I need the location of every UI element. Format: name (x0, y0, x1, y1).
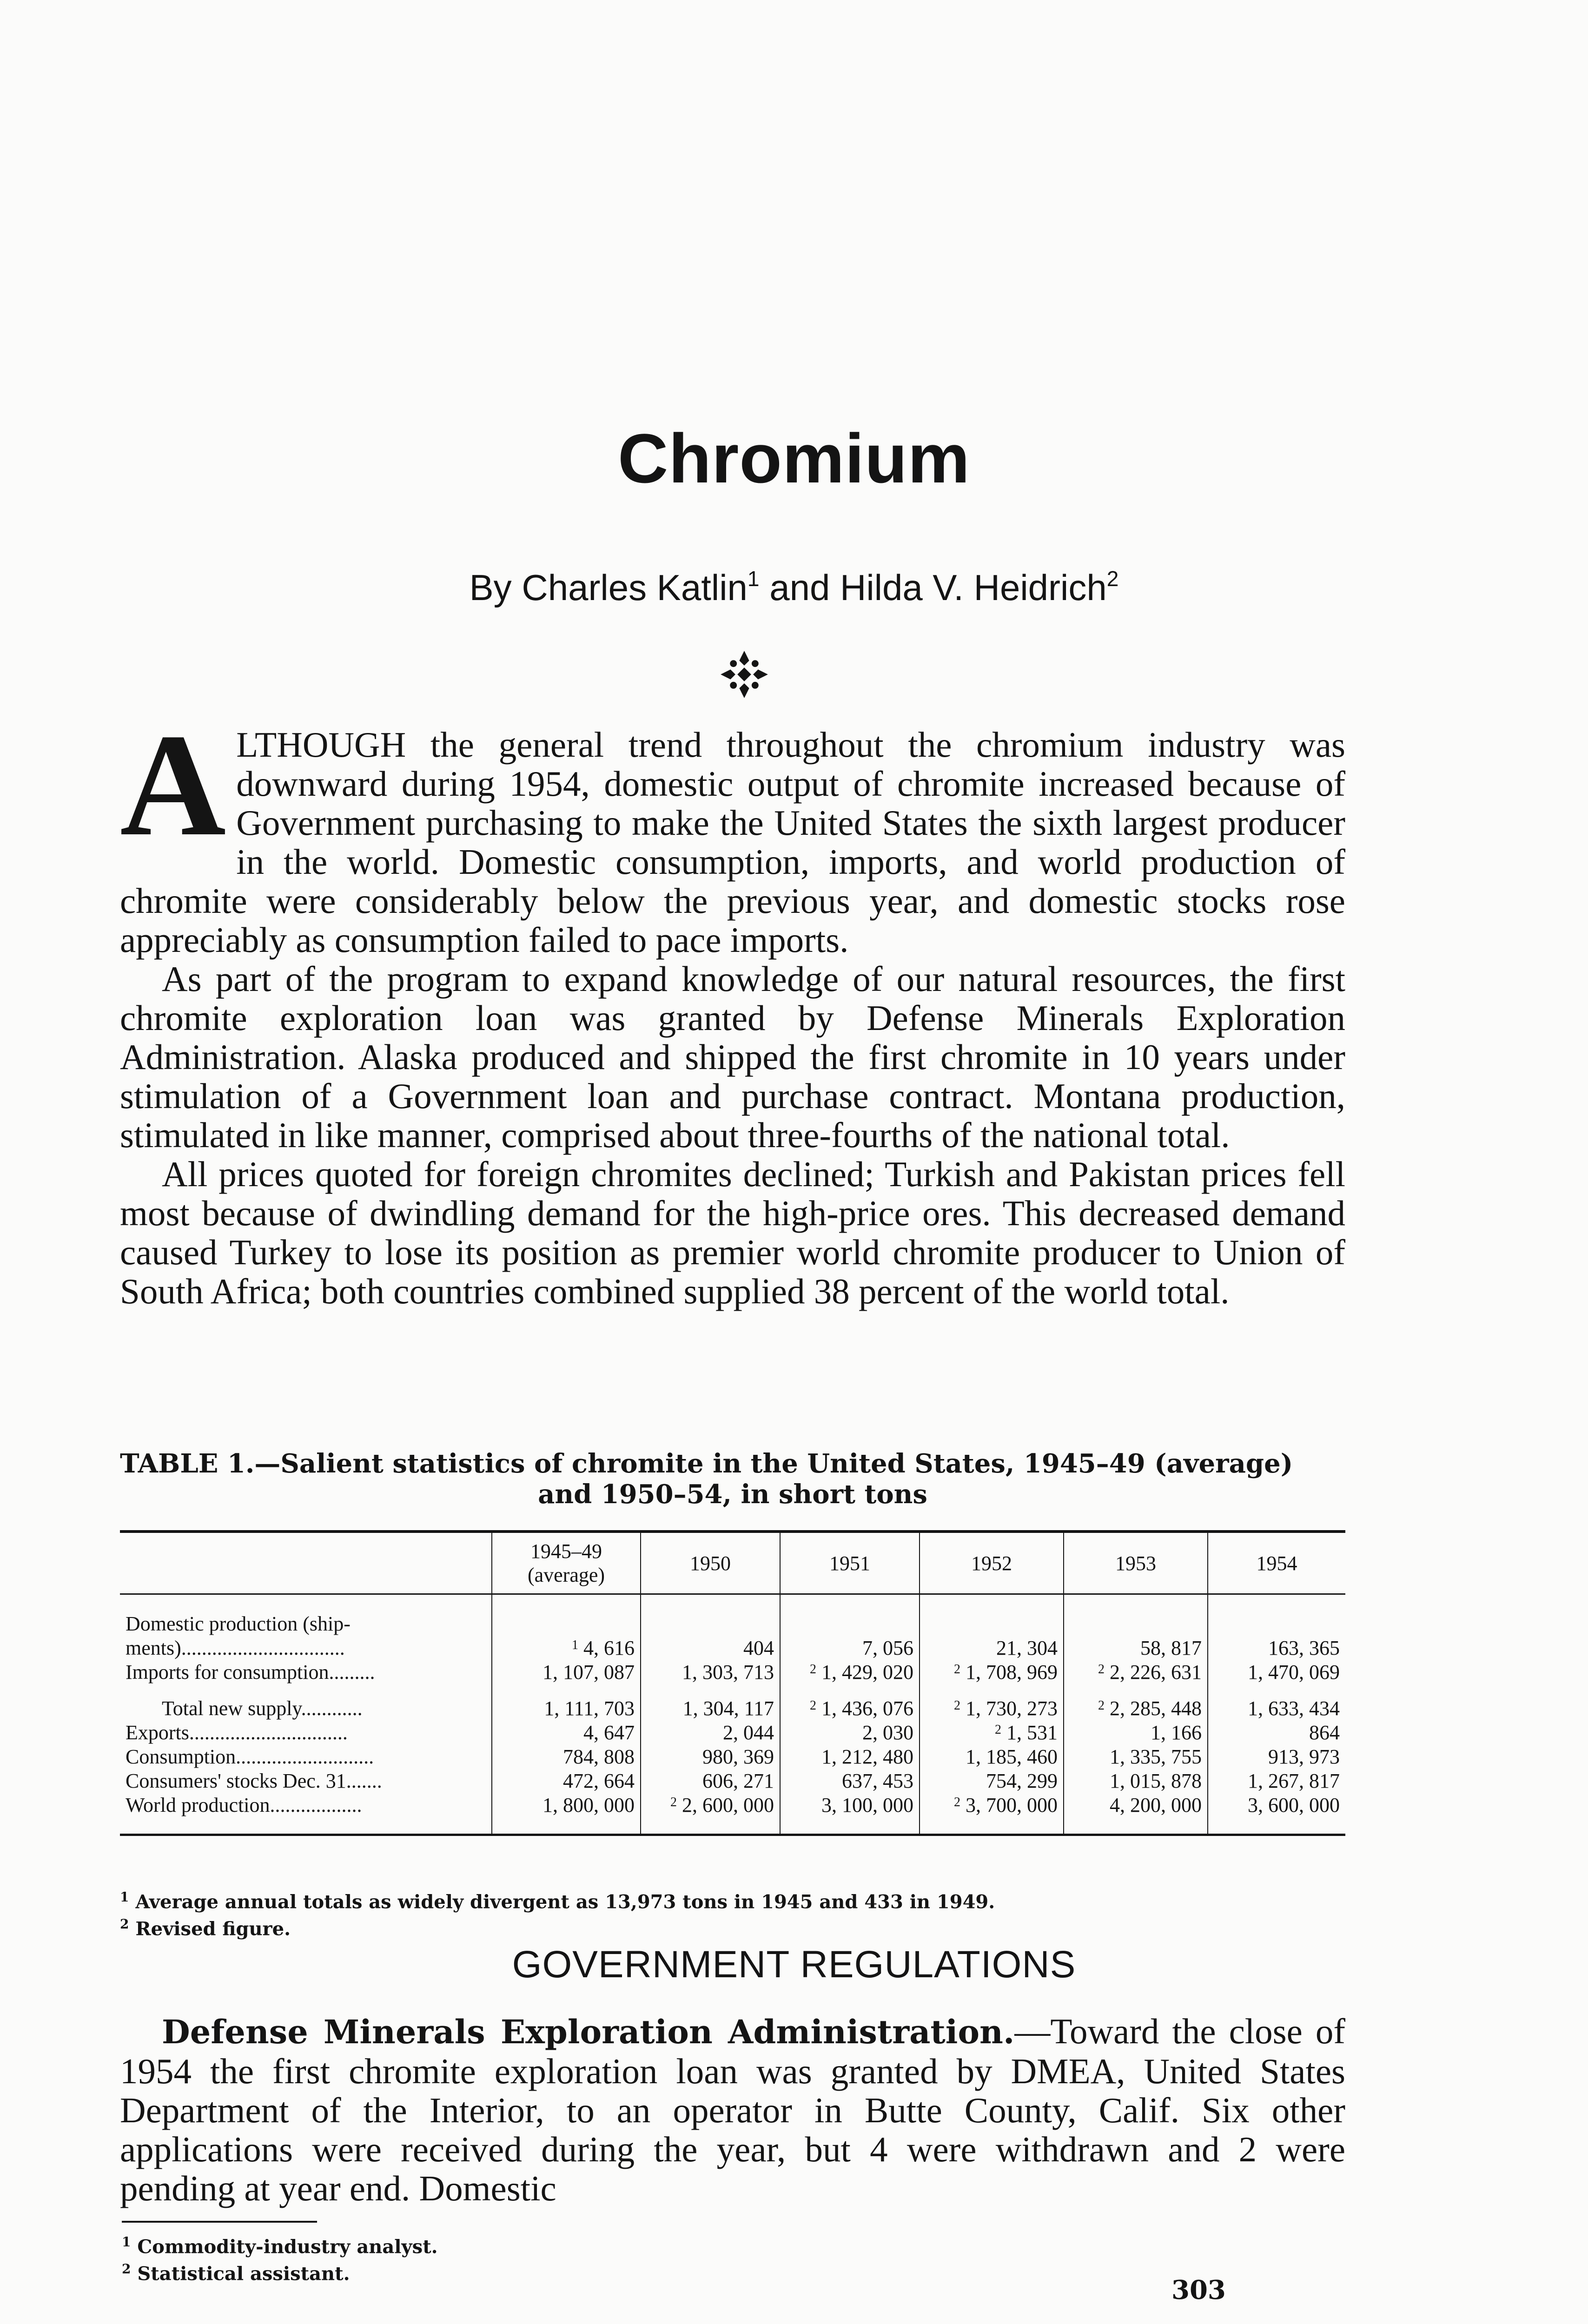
column-header: (average) (527, 1564, 605, 1586)
table-cell (780, 1660, 920, 1684)
table-cell (1064, 1696, 1208, 1720)
table-cell (641, 1793, 780, 1817)
row-label-text: World production (126, 1793, 270, 1816)
table-caption-line: and 1950–54, in short tons (538, 1479, 927, 1510)
cell-value: 2, 226, 631 (1110, 1660, 1202, 1684)
footnote-mark: 2 (954, 1795, 960, 1809)
table-row (120, 1793, 1345, 1817)
table-cell: 163, 365 (1208, 1636, 1345, 1660)
table-cell: 637, 453 (780, 1769, 920, 1793)
intro-paragraph (120, 704, 1345, 960)
cell-value: 4, 616 (583, 1636, 635, 1659)
table-cell: 1, 107, 087 (492, 1660, 641, 1684)
row-label (120, 1696, 492, 1720)
footnote-mark: 2 (122, 2261, 131, 2277)
table-note-text: Average annual totals as widely divergent as 13,973 tons in 1945 and 433 in 1949. (135, 1891, 995, 1913)
table-header-cell (492, 1532, 641, 1594)
column-header: 1945–49 (530, 1540, 602, 1563)
run-in-heading: Defense Minerals Exploration Administration. (162, 2013, 1015, 2051)
footnote (122, 2258, 773, 2285)
dot-leader: ......... (329, 1660, 375, 1684)
table-cell (920, 1720, 1064, 1744)
table-cell: 606, 271 (641, 1769, 780, 1793)
table-row (120, 1720, 1345, 1744)
row-label (120, 1660, 492, 1684)
table-cell: 1, 015, 878 (1064, 1769, 1208, 1793)
table-cell (780, 1696, 920, 1720)
body-paragraph (120, 2012, 1345, 2208)
table-spacer-row (120, 1684, 1345, 1696)
footnote (122, 2231, 773, 2258)
table-cell: 7, 056 (780, 1636, 920, 1660)
page-title: Chromium (618, 419, 970, 497)
table-cell: 1, 800, 000 (492, 1793, 641, 1817)
column-header: 1951 (780, 1532, 920, 1594)
table-cell (920, 1793, 1064, 1817)
table-cell: 980, 369 (641, 1744, 780, 1769)
table-cell: 1, 267, 817 (1208, 1769, 1345, 1793)
table-cell: 2, 030 (780, 1720, 920, 1744)
row-label-text: Consumers' stocks Dec. 31 (126, 1769, 346, 1792)
footnote-text: Statistical assistant. (137, 2263, 350, 2285)
table-caption (120, 1448, 1345, 1510)
table-cell (1064, 1660, 1208, 1684)
table-header-row (120, 1532, 1345, 1594)
table-cell: 4, 200, 000 (1064, 1793, 1208, 1817)
table-cell: 404 (641, 1636, 780, 1660)
footnote-mark: 2 (1098, 1662, 1105, 1677)
table-cell (920, 1660, 1064, 1684)
footnote-text: Commodity-industry analyst. (137, 2236, 438, 2258)
table-caption-line: TABLE 1.—Salient statistics of chromite in the United States, 1945–49 (average) (120, 1448, 1293, 1479)
row-label-text: Exports (126, 1721, 189, 1744)
row-label-text: Imports for consumption (126, 1660, 329, 1684)
byline (0, 566, 1588, 609)
footnote-mark: 2 (1098, 1698, 1105, 1713)
row-label (120, 1636, 492, 1660)
footnote-mark: 1 (122, 2234, 131, 2250)
cell-value: 1, 531 (1006, 1721, 1058, 1744)
table-cell: 2, 044 (641, 1720, 780, 1744)
table-cell (920, 1696, 1064, 1720)
intro-text (120, 704, 1345, 1311)
table-cell: 4, 647 (492, 1720, 641, 1744)
cell-value: 2, 600, 000 (682, 1793, 774, 1816)
footnote-mark: 2 (810, 1698, 816, 1713)
dot-leader: .................. (270, 1793, 362, 1816)
table-row (120, 1744, 1345, 1769)
intro-paragraph-text: LTHOUGH the general trend throughout the chromium industry was downward during 1954, domestic output of chromite increased because of Government purchasing to make the United States the sixth largest producer in the world. Domestic consumption, imports, and world production of chromite were considerably below the previous year, and domestic stocks rose appreciably as consumption failed to pace imports. (120, 725, 1345, 960)
table-cell: 784, 808 (492, 1744, 641, 1769)
table-cell: 864 (1208, 1720, 1345, 1744)
table-cell: 21, 304 (920, 1636, 1064, 1660)
cell-value: 1, 429, 020 (821, 1660, 913, 1684)
table-cell: 1, 111, 703 (492, 1696, 641, 1720)
section-text (120, 2012, 1345, 2208)
page-number: 303 (1171, 2275, 1226, 2305)
dot-leader: ....... (346, 1769, 382, 1792)
table-cell: 472, 664 (492, 1769, 641, 1793)
footnote-mark: 2 (995, 1722, 1001, 1737)
footnote-mark: 1 (572, 1637, 578, 1652)
table-note (120, 1913, 1345, 1940)
table-cell: 3, 100, 000 (780, 1793, 920, 1817)
table-notes (120, 1886, 1345, 1941)
table-cell: 1, 303, 713 (641, 1660, 780, 1684)
decorative-ornament-icon (720, 650, 769, 699)
table-header-cell (120, 1532, 492, 1594)
row-label-text: ments) (126, 1636, 181, 1659)
dot-leader: ............................... (189, 1721, 348, 1744)
byline-and: and (769, 567, 830, 608)
column-header: 1953 (1064, 1532, 1208, 1594)
table-cell: 1, 633, 434 (1208, 1696, 1345, 1720)
table-cell: 1, 212, 480 (780, 1744, 920, 1769)
row-label (120, 1720, 492, 1744)
row-label: Domestic production (ship- (126, 1612, 351, 1635)
cell-value: 3, 700, 000 (966, 1793, 1058, 1816)
table-note (120, 1886, 1345, 1913)
footnote-mark: 2 (670, 1795, 677, 1809)
table-cell: 1, 470, 069 (1208, 1660, 1345, 1684)
cell-value: 2, 285, 448 (1110, 1697, 1202, 1720)
footnote-divider (122, 2221, 317, 2223)
dot-leader: ................................ (181, 1636, 345, 1659)
row-label (120, 1769, 492, 1793)
table-cell: 1, 335, 755 (1064, 1744, 1208, 1769)
footnote-mark: 2 (954, 1698, 960, 1713)
table-cell: 1, 185, 460 (920, 1744, 1064, 1769)
dot-leader: ........................... (236, 1745, 374, 1768)
footnote-mark: 2 (954, 1662, 960, 1677)
cell-value: 1, 708, 969 (966, 1660, 1058, 1684)
table-cell: 58, 817 (1064, 1636, 1208, 1660)
table-cell: 1, 166 (1064, 1720, 1208, 1744)
page-footnotes (122, 2231, 773, 2285)
salient-statistics-table (120, 1530, 1345, 1836)
table-cell: 754, 299 (920, 1769, 1064, 1793)
table-row (120, 1660, 1345, 1684)
table-spacer-row (120, 1817, 1345, 1835)
table-spacer-row (120, 1594, 1345, 1612)
table-row (120, 1696, 1345, 1720)
dot-leader: ............ (301, 1697, 363, 1720)
row-label (120, 1744, 492, 1769)
author-footnote-mark: 2 (1106, 567, 1119, 591)
drop-cap: A (120, 704, 226, 866)
byline-by: By (469, 567, 512, 608)
author-footnote-mark: 1 (747, 567, 760, 591)
column-header: 1954 (1208, 1532, 1345, 1594)
section-heading: GOVERNMENT REGULATIONS (512, 1943, 1076, 1986)
column-header: 1950 (641, 1532, 780, 1594)
table-cell: 913, 973 (1208, 1744, 1345, 1769)
table-cell (492, 1636, 641, 1660)
row-label (120, 1793, 492, 1817)
row-label-text: Total new supply (162, 1697, 301, 1720)
author-name: Charles Katlin (522, 567, 748, 608)
author-name: Hilda V. Heidrich (840, 567, 1107, 608)
cell-value: 1, 730, 273 (966, 1697, 1058, 1720)
table-row (120, 1769, 1345, 1793)
table-note-text: Revised figure. (135, 1918, 291, 1940)
table-row (120, 1636, 1345, 1660)
paragraph-text: —Toward the close of 1954 the first chromite exploration loan was granted by DMEA, United States Department of the Interior, to an operator in Butte County, Calif. Six other applications were received during the year, but 4 were withdrawn and 2 were pending at year end. Domestic (120, 2011, 1345, 2208)
footnote-mark: 2 (120, 1916, 129, 1932)
column-header: 1952 (920, 1532, 1064, 1594)
table-cell: 1, 304, 117 (641, 1696, 780, 1720)
row-label-text: Consumption (126, 1745, 236, 1768)
footnote-mark: 1 (120, 1889, 129, 1905)
table-cell: 3, 600, 000 (1208, 1793, 1345, 1817)
body-paragraph: As part of the program to expand knowledge of our natural resources, the first chromite exploration loan was granted by Defense Minerals Exploration Administration. Alaska produced and shipped the first chromite in 10 years under stimulation of a Government loan and purchase contract. Montana production, stimulated in like manner, comprised about three-fourths of the national total. (120, 959, 1345, 1155)
cell-value: 1, 436, 076 (821, 1697, 913, 1720)
footnote-mark: 2 (810, 1662, 816, 1677)
table-row (120, 1611, 1345, 1636)
body-paragraph: All prices quoted for foreign chromites declined; Turkish and Pakistan prices fell most because of dwindling demand for the high-price ores. This decreased demand caused Turkey to lose its position as premier world chromite producer to Union of South Africa; both countries combined supplied 38 percent of the world total. (120, 1154, 1345, 1311)
